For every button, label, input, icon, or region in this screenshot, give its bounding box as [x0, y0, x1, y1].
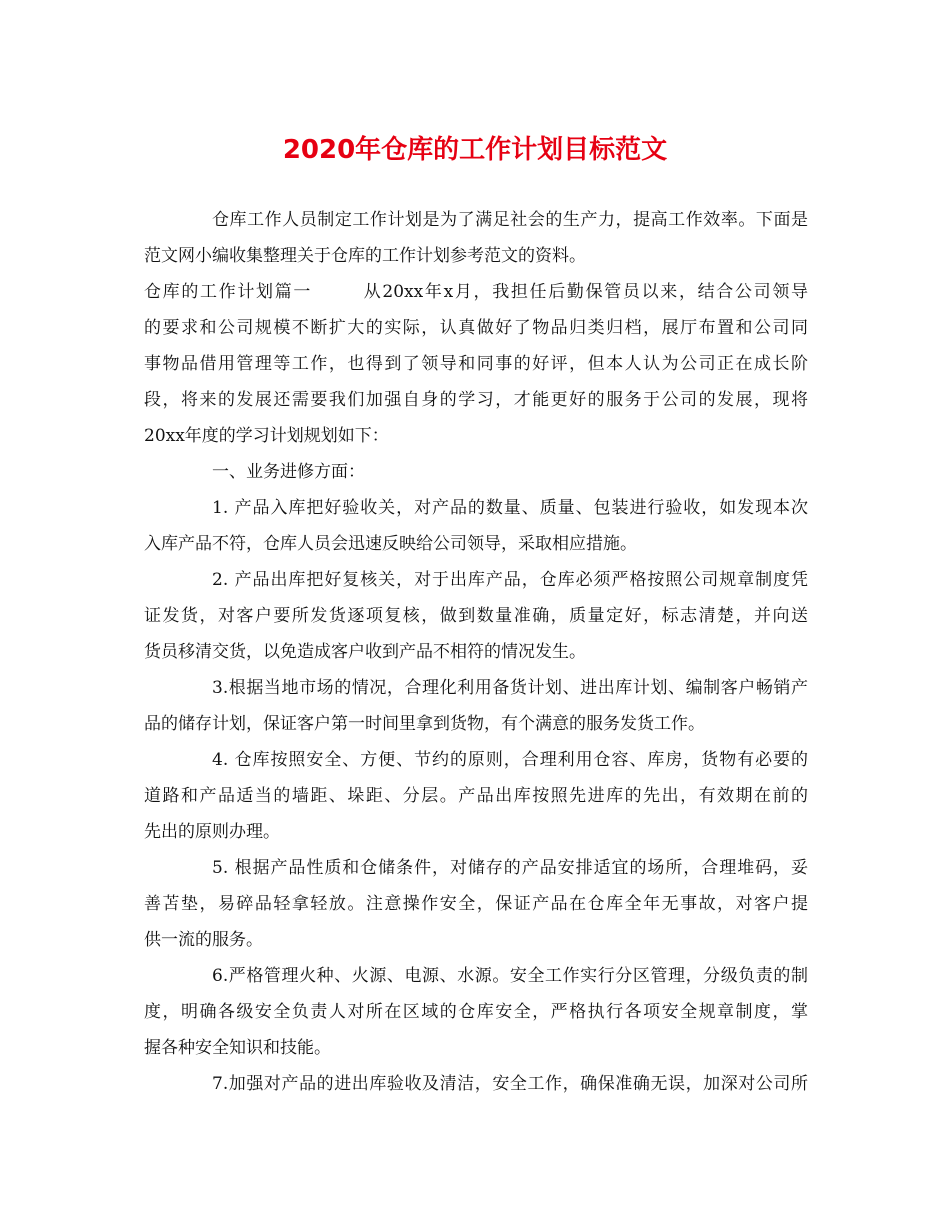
body-line: 供一流的服务。: [144, 930, 263, 950]
body-line: 2. 产品出库把好复核关，对于出库产品，仓库必须严格按照公司规章制度凭: [212, 570, 808, 590]
body-line: 1. 产品入库把好验收关，对产品的数量、质量、包装进行验收，如发现本次: [212, 498, 808, 518]
body-line: 的要求和公司规模不断扩大的实际，认真做好了物品归类归档，展厅布置和公司同: [144, 318, 808, 338]
body-line: 货员移清交货，以免造成客户收到产品不相符的情况发生。: [144, 642, 586, 662]
body-line: 事物品借用管理等工作，也得到了领导和同事的好评，但本人认为公司正在成长阶: [144, 354, 808, 374]
body-line: 度，明确各级安全负责人对所在区域的仓库安全，严格执行各项安全规章制度，掌: [144, 1002, 808, 1022]
body-line: 先出的原则办理。: [144, 822, 280, 842]
document-body: [144, 202, 808, 1102]
body-line: 善苫垫，易碎品轻拿轻放。注意操作安全，保证产品在仓库全年无事故，对客户提: [144, 894, 808, 914]
body-line: [144, 274, 808, 310]
body-line: 范文网小编收集整理关于仓库的工作计划参考范文的资料。: [144, 246, 586, 266]
section-heading: 仓库的工作计划篇一: [144, 282, 313, 302]
body-line: 仓库工作人员制定工作计划是为了满足社会的生产力，提高工作效率。下面是: [212, 210, 808, 230]
body-line: 4. 仓库按照安全、方便、节约的原则，合理利用仓容、库房，货物有必要的: [212, 750, 808, 770]
body-line: 一、业务进修方面：: [212, 462, 365, 482]
body-line: 20xx年度的学习计划规划如下：: [144, 426, 389, 446]
body-line: 5. 根据产品性质和仓储条件，对储存的产品安排适宜的场所，合理堆码，妥: [212, 858, 808, 878]
body-line: 道路和产品适当的墙距、垛距、分层。产品出库按照先进库的先出，有效期在前的: [144, 786, 808, 806]
body-line: 6.严格管理火种、火源、电源、水源。安全工作实行分区管理，分级负责的制: [212, 966, 808, 986]
body-line: 3.根据当地市场的情况，合理化利用备货计划、进出库计划、编制客户畅销产: [212, 678, 808, 698]
body-line: 段，将来的发展还需要我们加强自身的学习，才能更好的服务于公司的发展，现将: [144, 390, 808, 410]
body-line: 证发货，对客户要所发货逐项复核，做到数量准确，质量定好，标志清楚，并向送: [144, 606, 808, 626]
document-title: 2020年仓库的工作计划目标范文: [282, 135, 668, 165]
body-line: 入库产品不符，仓库人员会迅速反映给公司领导，采取相应措施。: [144, 534, 637, 554]
body-line: 品的储存计划，保证客户第一时间里拿到货物，有个满意的服务发货工作。: [144, 714, 705, 734]
body-line: 7.加强对产品的进出库验收及清洁，安全工作，确保准确无误，加深对公司所: [212, 1074, 808, 1094]
body-line: 握各种安全知识和技能。: [144, 1038, 331, 1058]
body-line-segment: 从20xx年x月，我担任后勤保管员以来，结合公司领导: [362, 282, 808, 302]
